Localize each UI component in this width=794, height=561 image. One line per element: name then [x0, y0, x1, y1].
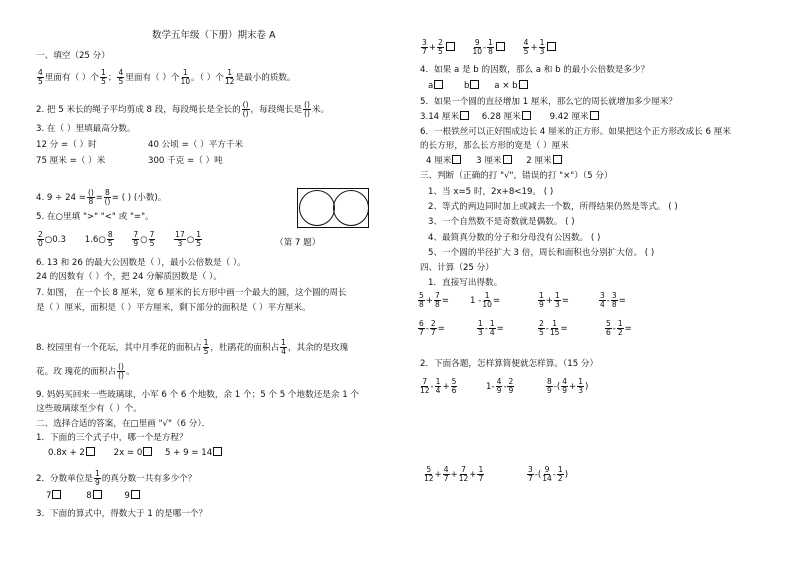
fraction: $\frac{()}{()}$ [304, 100, 310, 118]
q1-5: 5. 在○里填 ">" "<" 或 "="。 [36, 212, 154, 222]
checkbox[interactable] [547, 42, 556, 51]
checkbox[interactable] [52, 490, 61, 499]
q1-8-a: 8. 校园里有一个花坛，其中月季花的面积占 $\frac{1}{5}$ ，杜鹃花的面积占 $\frac{1}{4}$ ，其余的是玫瑰 [36, 338, 349, 356]
direct-calc-item: 1 - $\frac{1}{10}$ = [470, 291, 501, 309]
q1-1: $\frac{4}{5}$ 里面有（ ）个 $\frac{1}{5}$ ； $\frac{4}{5}$ 里面有（ ）个 $\frac{1}{10}$ 。（ ）个 $\frac{1}{12}$ 是最小的质数。 [38, 68, 296, 86]
section-4-header: 四、计算（25 分） [420, 263, 494, 273]
checkbox[interactable] [553, 155, 562, 164]
simplify-expr-2: 1- $\frac{4}{9}$ - $\frac{2}{9}$ [486, 377, 514, 395]
q2-2: 2．分数单位是 $\frac{1}{9}$ 的真分数一共有多少个？ [36, 469, 197, 487]
simplify-expr-3: $\frac{8}{9}$ -( $\frac{4}{9}$ + $\frac{1}{3}$ ) [547, 377, 589, 395]
checkbox[interactable] [470, 80, 479, 89]
direct-calc-item: $\frac{5}{8}$ + $\frac{7}{8}$ = [419, 291, 449, 309]
circle-right [333, 190, 369, 226]
fraction: $\frac{8}{()}$ [104, 188, 111, 206]
checkbox[interactable] [143, 447, 152, 456]
q1-3-b: 40 公顷 =（ ）平方千米 [148, 140, 244, 150]
checkbox[interactable] [213, 447, 222, 456]
direct-calc-item: $\frac{1}{9}$ + $\frac{1}{3}$ = [539, 291, 569, 309]
q1-4: 4. 9 ÷ 24 = $\frac{()}{8}$ = $\frac{8}{()}$ = ( ) (小数)。 [36, 188, 167, 206]
q2-1-options: 0.8x + 2 2x = 0 5 + 9 = 14 [48, 447, 222, 459]
checkbox[interactable] [93, 490, 102, 499]
section-2-header: 二、选择合适的答案，在□里画 "√"（6 分）． [36, 419, 211, 429]
direct-calc-item: $\frac{2}{5}$ - $\frac{1}{15}$ = [539, 319, 568, 337]
fraction: $\frac{()}{8}$ [87, 188, 94, 206]
judge-item: 3、一个自然数不是奇数就是偶数。 ( ) [428, 217, 575, 227]
figure-label: （第 7 题） [275, 238, 321, 248]
checkbox[interactable] [503, 155, 512, 164]
calc-part-1: 1．直接写出得数。 [428, 278, 503, 288]
q1-3: 3. 在（ ）里填最高分数。 [36, 124, 136, 134]
checkbox[interactable] [590, 111, 599, 120]
judge-item: 4、最简真分数的分子和分母没有公因数。 ( ) [428, 233, 601, 243]
q2-6-a: 6．一根铁丝可以正好围成边长 4 厘米的正方形。如果把这个正方形改成长 6 厘米 [420, 127, 731, 137]
checkbox[interactable] [519, 80, 528, 89]
fraction: $\frac{4}{5}$ [118, 68, 124, 86]
q1-7-a: 7. 如图， 在一个长 8 厘米，宽 6 厘米的长方形中画一个最大的圆，这个圆的周长 [36, 288, 347, 298]
checkbox[interactable] [460, 111, 469, 120]
judge-item: 1、当 x=5 时，2x+8<19。 ( ) [428, 187, 554, 197]
q1-6-b: 24 的因数有（ ）个，把 24 分解质因数是（ ）。 [36, 272, 222, 282]
simplify-expr-1: $\frac{7}{12}$ - $\frac{1}{4}$ + $\frac{5}{6}$ [420, 377, 457, 395]
fraction: $\frac{1}{5}$ [101, 68, 106, 86]
judge-item: 2、等式的两边同时加上或减去一个数，所得结果仍然是等式。 ( ) [428, 202, 678, 212]
section-3-header: 三、判断（正确的打 "√"，错误的打 "×"）（5 分） [420, 171, 613, 181]
checkbox[interactable] [522, 111, 531, 120]
direct-calc-item: $\frac{3}{4}$ - $\frac{3}{8}$ = [600, 291, 626, 309]
q2-3: 3．下面的算式中，得数大于 1 的是哪一个？ [36, 509, 208, 519]
q1-2: 2. 把 5 米长的绳子平均剪成 8 段，每段绳长是全长的 $\frac{()}{()}$ ，每段绳长是 $\frac{()}{()}$ 米。 [36, 100, 330, 118]
q2-1: 1．下面的三个式子中，哪一个是方程？ [36, 433, 188, 443]
q1-3-c: 75 厘米 =（ ）米 [36, 156, 106, 166]
q1-3-a: 12 分 =（ ）时 [36, 140, 97, 150]
fraction: $\frac{1}{12}$ [224, 68, 235, 86]
rectangle-with-circles-figure [297, 188, 369, 228]
q2-2-options: 7 8 9 [46, 490, 140, 502]
q2-3-options: $\frac{3}{7}$ + $\frac{2}{5}$ $\frac{9}{10}$ - $\frac{1}{8}$ $\frac{4}{5}$ + $\frac{1}{3}$ [420, 39, 556, 56]
q2-5-options: 3.14 厘米 6.28 厘米 9.42 厘米 [420, 111, 599, 123]
circle-left [299, 190, 335, 226]
section-1-header: 一、填空（25 分） [36, 51, 110, 61]
checkbox[interactable] [446, 42, 455, 51]
q1-9-a: 9. 妈妈买回来一些玻璃球，小军 6 个 6 个地数，余 1 个；5 个 5 个地数还是余 1 个 [36, 390, 360, 400]
q1-9-b: 这些玻璃球至少有（ ）个。 [36, 404, 142, 414]
direct-calc-item: $\frac{1}{3}$ - $\frac{1}{4}$ = [478, 319, 504, 337]
calc-part-2: 2．下面各题，怎样算简便就怎样算。（15 分） [420, 359, 599, 369]
simplify-expr-5: $\frac{3}{7}$ -( $\frac{9}{14}$ - $\frac{1}{2}$ ) [528, 465, 569, 483]
direct-calc-item: $\frac{6}{7}$ - $\frac{2}{7}$ = [419, 319, 445, 337]
q1-5-items: $\frac{2}{0}$ ○0.3 1.6○ $\frac{8}{5}$ $\frac{7}{9}$ ○ $\frac{7}{5}$ $\frac{17}{3}$ ○ $\frac{1}{5}$ [38, 230, 201, 248]
simplify-expr-4: $\frac{5}{12}$ + $\frac{4}{7}$ + $\frac{7}{12}$ + $\frac{1}{7}$ [424, 465, 484, 483]
checkbox[interactable] [434, 80, 443, 89]
checkbox[interactable] [86, 447, 95, 456]
page-title: 数学五年级（下册）期末卷 A [152, 30, 276, 41]
q1-3-d: 300 千克 =（ ）吨 [148, 156, 223, 166]
q2-5: 5．如果一个圆的直径增加 1 厘米，那么它的周长就增加多少厘米？ [420, 97, 678, 107]
checkbox[interactable] [131, 490, 140, 499]
q2-4-options: a b a × b [428, 80, 528, 92]
q2-6-options: 4 厘米 3 厘米 2 厘米 [426, 155, 562, 167]
checkbox[interactable] [496, 42, 505, 51]
checkbox[interactable] [452, 155, 461, 164]
q2-4: 4．如果 a 是 b 的因数，那么 a 和 b 的最小公倍数是多少？ [420, 65, 650, 75]
direct-calc-item: $\frac{5}{6}$ - $\frac{1}{2}$ = [606, 319, 632, 337]
q1-8-b: 花。玫 瑰花的面积占 $\frac{()}{()}$ 。 [36, 362, 135, 380]
q1-6-a: 6. 13 和 26 的最大公因数是（ ），最小公倍数是（ ）。 [36, 258, 246, 268]
q1-7-b: 是（ ）厘米，面积是（ ）平方厘米，剩下部分的面积是（ ）平方厘米。 [36, 303, 311, 313]
fraction: $\frac{1}{10}$ [180, 68, 191, 86]
judge-item: 5、一个圆的半径扩大 3 倍，周长和面积也分别扩大倍。 ( ) [428, 248, 655, 258]
q2-6-b: 的长方形，那么长方形的宽是（ ）厘米 [420, 141, 569, 151]
fraction: $\frac{()}{()}$ [242, 100, 249, 118]
fraction: $\frac{4}{5}$ [38, 68, 43, 86]
